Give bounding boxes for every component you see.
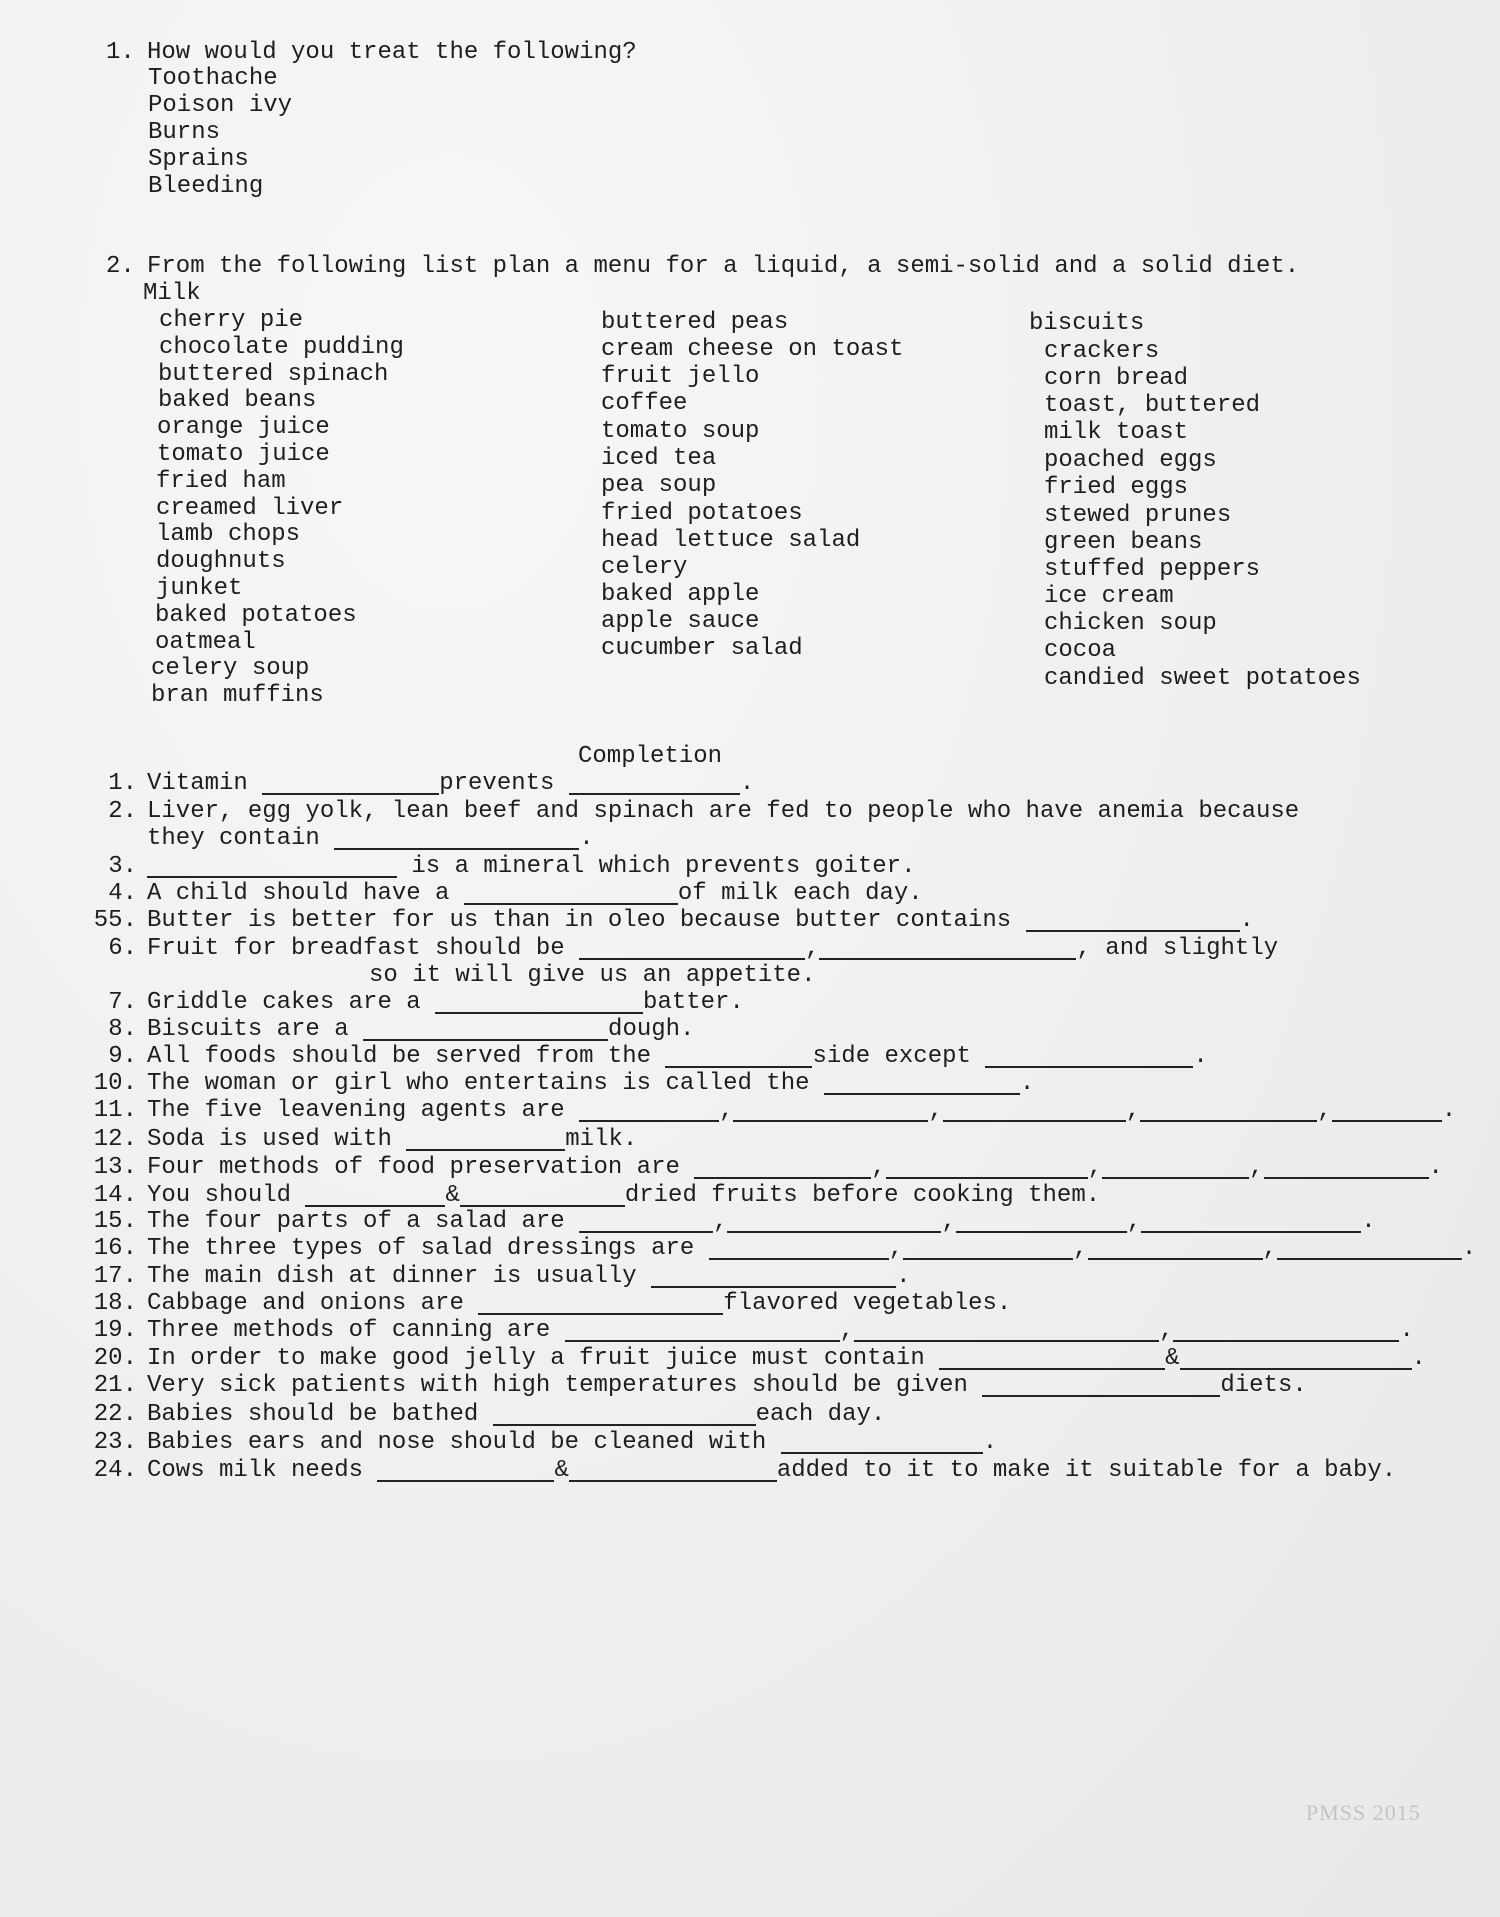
item-text: The woman or girl who entertains is called the [147, 1070, 824, 1097]
answer-blank[interactable] [1277, 1257, 1462, 1260]
food-item-col2: cucumber salad [601, 635, 803, 662]
food-item-col3: fried eggs [1044, 474, 1189, 501]
food-item-col3: ice cream [1044, 583, 1174, 610]
answer-blank[interactable] [1173, 1339, 1399, 1342]
completion-item [147, 1098, 1456, 1124]
answer-blank[interactable] [727, 1230, 941, 1233]
question-1-number: 1. [106, 39, 135, 66]
item-text: You should [147, 1182, 306, 1209]
item-text: , [1159, 1317, 1174, 1344]
item-text: is a mineral which prevents goiter. [397, 853, 916, 880]
item-number: 22. [93, 1401, 137, 1428]
answer-blank[interactable] [579, 1230, 713, 1233]
completion-item [147, 1127, 637, 1153]
food-item-col2: coffee [601, 390, 688, 417]
item-text: . [579, 825, 594, 852]
food-item-col1: buttered spinach [158, 361, 389, 388]
item-number: 6. [108, 935, 137, 962]
answer-blank[interactable] [363, 1038, 608, 1041]
item-text: & [554, 1457, 569, 1484]
item-number: 19. [93, 1317, 137, 1344]
item-text: dough. [608, 1016, 695, 1043]
completion-item [147, 1071, 1034, 1097]
item-text: The three types of salad dressings are [147, 1235, 709, 1262]
answer-blank[interactable] [1102, 1176, 1249, 1179]
food-item-col1: baked beans [158, 387, 317, 414]
item-text: The four parts of a salad are [147, 1208, 580, 1235]
item-text: Vitamin [147, 770, 263, 797]
item-text: . [896, 1263, 911, 1290]
item-text: , [1073, 1235, 1088, 1262]
food-list-first: Milk [143, 280, 201, 307]
item-text: Butter is better for us than in oleo because butter contains [147, 907, 1026, 934]
food-item-col2: fruit jello [601, 363, 760, 390]
item-text: All foods should be served from the [147, 1043, 666, 1070]
food-item-col3: toast, buttered [1044, 392, 1261, 419]
food-item-col2: pea soup [601, 472, 717, 499]
item-text: , [1249, 1154, 1264, 1181]
item-number: 3. [108, 853, 137, 880]
answer-blank[interactable] [1180, 1367, 1412, 1370]
food-item-col1: chocolate pudding [159, 334, 404, 361]
answer-blank[interactable] [903, 1257, 1073, 1260]
item-text: , [719, 1097, 734, 1124]
food-item-col1: fried ham [156, 468, 286, 495]
item-text: dried fruits before cooking them. [624, 1182, 1101, 1209]
answer-blank[interactable] [464, 902, 678, 905]
answer-blank[interactable] [406, 1148, 565, 1151]
completion-item [147, 990, 744, 1016]
completion-item [147, 1017, 694, 1043]
food-item-col1: lamb chops [156, 521, 301, 548]
completion-item-continued [369, 963, 815, 989]
answer-blank[interactable] [1264, 1176, 1429, 1179]
item-text: . [1399, 1317, 1414, 1344]
item-text: Fruit for breadfast should be [147, 935, 580, 962]
item-number: 24. [93, 1457, 137, 1484]
food-item-col1: orange juice [157, 414, 330, 441]
item-text: Four methods of food preservation are [147, 1154, 695, 1181]
completion-item [147, 1346, 1426, 1372]
answer-blank[interactable] [886, 1176, 1088, 1179]
food-item-col3: green beans [1044, 529, 1203, 556]
completion-item [147, 799, 1299, 825]
food-item-col2: cream cheese on toast [601, 336, 904, 363]
food-item-col2: iced tea [601, 445, 717, 472]
answer-blank[interactable] [651, 1285, 896, 1288]
item-text: , [805, 935, 820, 962]
item-text: Babies should be bathed [147, 1401, 493, 1428]
item-text: . [1019, 1070, 1035, 1097]
item-text: Babies ears and nose should be cleaned with [147, 1429, 781, 1456]
item-text: & [445, 1182, 460, 1209]
food-item-col1: junket [156, 575, 243, 602]
food-item-col3: chicken soup [1044, 610, 1217, 637]
completion-item [147, 1236, 1476, 1262]
completion-item [147, 1044, 1208, 1070]
food-item-col3: milk toast [1044, 419, 1189, 446]
item-text: side except [812, 1043, 986, 1070]
answer-blank[interactable] [985, 1065, 1193, 1068]
food-item-col1: cherry pie [159, 307, 304, 334]
food-item-col3: cocoa [1044, 637, 1117, 664]
food-item-col2: fried potatoes [601, 500, 803, 527]
item-number: 2. [108, 798, 137, 825]
treatment-item: Bleeding [148, 173, 264, 200]
item-text: & [1165, 1345, 1180, 1372]
item-text: , [1087, 1154, 1103, 1181]
food-item-col1: creamed liver [156, 495, 344, 522]
answer-blank[interactable] [982, 1394, 1220, 1397]
food-item-col1: oatmeal [155, 629, 256, 656]
item-text: , [839, 1317, 855, 1344]
food-item-col2: head lettuce salad [601, 527, 861, 554]
answer-blank[interactable] [579, 957, 805, 960]
answer-blank[interactable] [334, 847, 579, 850]
answer-blank[interactable] [709, 1257, 889, 1260]
food-item-col2: apple sauce [601, 608, 760, 635]
item-text: Cabbage and onions are [147, 1290, 479, 1317]
item-text: , [1317, 1097, 1332, 1124]
completion-item [147, 771, 754, 797]
item-text: In order to make good jelly a fruit juice must contain [147, 1345, 940, 1372]
item-number: 17. [93, 1263, 137, 1290]
completion-item [147, 881, 923, 907]
item-text: milk. [565, 1126, 638, 1153]
item-number: 21. [93, 1372, 137, 1399]
item-text: each day. [755, 1401, 886, 1428]
item-text: . [1441, 1097, 1457, 1124]
question-1-prompt: How would you treat the following? [147, 39, 637, 66]
item-number: 8. [108, 1016, 137, 1043]
food-item-col2: tomato soup [601, 418, 760, 445]
food-item-col1: baked potatoes [155, 602, 357, 629]
food-item-col2: celery [601, 554, 688, 581]
item-number: 16. [93, 1235, 137, 1262]
item-text: Biscuits are a [147, 1016, 364, 1043]
item-text: . [1411, 1345, 1426, 1372]
item-number: 20. [93, 1345, 137, 1372]
treatment-item: Sprains [148, 146, 249, 173]
item-number: 7. [108, 989, 137, 1016]
answer-blank[interactable] [854, 1339, 1159, 1342]
item-text: . [1428, 1154, 1443, 1181]
treatment-item: Poison ivy [148, 92, 293, 119]
item-text: , [941, 1208, 956, 1235]
answer-blank[interactable] [493, 1423, 756, 1426]
answer-blank[interactable] [939, 1367, 1165, 1370]
item-text: , [871, 1154, 886, 1181]
completion-item [147, 1458, 1396, 1484]
answer-blank[interactable] [147, 875, 397, 878]
item-text: , [1262, 1235, 1277, 1262]
item-text: added to it to make it suitable for a baby. [776, 1457, 1397, 1484]
answer-blank[interactable] [1140, 1119, 1317, 1122]
answer-blank[interactable] [733, 1119, 928, 1122]
item-text: they contain [147, 825, 335, 852]
food-item-col1: doughnuts [156, 548, 286, 575]
item-number: 18. [93, 1290, 137, 1317]
item-text: flavored vegetables. [723, 1290, 1012, 1317]
answer-blank[interactable] [565, 1339, 840, 1342]
item-number: 12. [93, 1126, 137, 1153]
completion-item [147, 1264, 911, 1290]
answer-blank[interactable] [569, 792, 740, 795]
answer-blank[interactable] [819, 957, 1076, 960]
item-text: . [982, 1429, 998, 1456]
food-item-col3: stewed prunes [1044, 502, 1232, 529]
item-number: 14. [93, 1182, 137, 1209]
food-item-col3: poached eggs [1044, 447, 1217, 474]
item-text: diets. [1220, 1372, 1307, 1399]
answer-blank[interactable] [1088, 1257, 1263, 1260]
item-text: . [1361, 1208, 1376, 1235]
question-2-prompt: From the following list plan a menu for a liquid, a semi-solid and a solid diet. [147, 253, 1300, 280]
answer-blank[interactable] [377, 1479, 554, 1482]
answer-blank[interactable] [569, 1479, 777, 1482]
food-item-col3: corn bread [1044, 365, 1189, 392]
item-number: 11. [93, 1097, 137, 1124]
item-text: , [928, 1097, 943, 1124]
item-text: . [1239, 907, 1254, 934]
completion-title: Completion [578, 743, 723, 770]
answer-blank[interactable] [435, 1011, 643, 1014]
food-item-col1: tomato juice [157, 441, 330, 468]
watermark: PMSS 2015 [1306, 1800, 1421, 1825]
item-text: , [1125, 1097, 1141, 1124]
food-item-col3: stuffed peppers [1044, 556, 1261, 583]
treatment-item: Burns [148, 119, 221, 146]
answer-blank[interactable] [781, 1451, 983, 1454]
item-number: 13. [93, 1154, 137, 1181]
food-item-col1: celery soup [151, 655, 310, 682]
completion-item [147, 1318, 1414, 1344]
food-item-col3: crackers [1044, 338, 1160, 365]
item-text: Liver, egg yolk, lean beef and spinach are fed to people who have anemia because [147, 798, 1300, 825]
item-text: Cows milk needs [147, 1457, 378, 1484]
answer-blank[interactable] [956, 1230, 1127, 1233]
answer-blank[interactable] [694, 1176, 871, 1179]
item-text: . [1193, 1043, 1208, 1070]
question-2-number: 2. [106, 253, 135, 280]
item-text: of milk each day. [677, 880, 923, 907]
item-text: , [713, 1208, 728, 1235]
completion-item [147, 936, 1278, 962]
item-number: 9. [108, 1043, 137, 1070]
treatment-item: Toothache [148, 65, 278, 92]
answer-blank[interactable] [1141, 1230, 1361, 1233]
item-text: . [1461, 1235, 1477, 1262]
food-item-col1: bran muffins [151, 682, 324, 709]
answer-blank[interactable] [943, 1119, 1126, 1122]
food-item-col2: buttered peas [601, 309, 789, 336]
answer-blank[interactable] [460, 1204, 625, 1207]
answer-blank[interactable] [579, 1119, 719, 1122]
completion-item [147, 1373, 1307, 1399]
item-number: 15. [93, 1208, 137, 1235]
item-number: 10. [93, 1070, 137, 1097]
answer-blank[interactable] [1332, 1119, 1442, 1122]
item-text: so it will give us an appetite. [369, 962, 816, 989]
item-text: Three methods of canning are [147, 1317, 565, 1344]
answer-blank[interactable] [1026, 929, 1240, 932]
food-item-col3: candied sweet potatoes [1044, 665, 1361, 692]
item-text: batter. [643, 989, 744, 1016]
completion-item [147, 1183, 1100, 1209]
item-number: 4. [108, 880, 137, 907]
item-text: The main dish at dinner is usually [147, 1263, 652, 1290]
completion-item [147, 1430, 997, 1456]
answer-blank[interactable] [305, 1204, 445, 1207]
answer-blank[interactable] [824, 1092, 1020, 1095]
answer-blank[interactable] [665, 1065, 812, 1068]
item-text: A child should have a [147, 880, 464, 907]
item-number: 55. [93, 907, 137, 934]
item-text: , and slightly [1076, 935, 1279, 962]
item-text: , [1126, 1208, 1142, 1235]
completion-item [147, 854, 915, 880]
completion-item [147, 1291, 1011, 1317]
food-item-col3: biscuits [1029, 310, 1145, 337]
completion-item [147, 1402, 885, 1428]
completion-item [147, 908, 1254, 934]
completion-item-continued [147, 826, 594, 852]
item-text: The five leavening agents are [147, 1097, 580, 1124]
item-text: . [739, 770, 755, 797]
item-number: 23. [93, 1429, 137, 1456]
item-text: Griddle cakes are a [147, 989, 436, 1016]
item-text: Soda is used with [147, 1126, 407, 1153]
item-text: Very sick patients with high temperatures should be given [147, 1372, 983, 1399]
item-text: prevents [439, 770, 569, 797]
item-text: , [888, 1235, 904, 1262]
food-item-col2: baked apple [601, 581, 760, 608]
completion-item [147, 1155, 1443, 1181]
answer-blank[interactable] [478, 1312, 723, 1315]
answer-blank[interactable] [262, 792, 439, 795]
completion-item [147, 1209, 1376, 1235]
item-number: 1. [108, 770, 137, 797]
